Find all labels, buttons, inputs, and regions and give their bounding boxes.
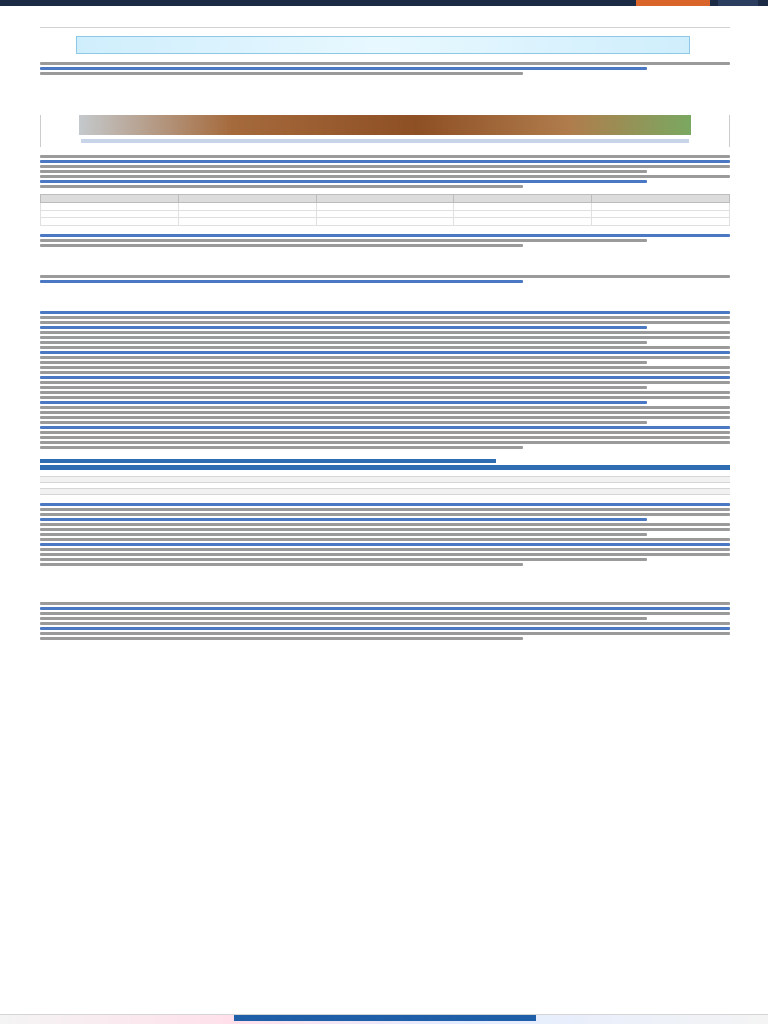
- ad-banner[interactable]: [0, 1014, 768, 1024]
- table-row: [41, 218, 730, 226]
- data-table: [40, 465, 730, 495]
- table-title-bar: [40, 459, 496, 463]
- article: [40, 8, 730, 1014]
- banner-figure: [76, 36, 690, 54]
- paragraph: [40, 503, 730, 566]
- article-photo: [79, 115, 691, 135]
- paragraph: [40, 602, 730, 640]
- table-header-row: [41, 195, 730, 203]
- photo-caption: [81, 139, 689, 143]
- page-title: [40, 8, 730, 28]
- paragraph: [40, 62, 730, 75]
- paragraph: [40, 311, 730, 449]
- data-table: [40, 194, 730, 226]
- paragraph: [40, 275, 730, 283]
- table-row: [40, 488, 730, 494]
- paragraph: [40, 234, 730, 247]
- paragraph: [40, 155, 730, 188]
- top-action-button[interactable]: [636, 0, 710, 6]
- table-row: [41, 202, 730, 210]
- ad-button[interactable]: [234, 1015, 536, 1021]
- menu-icon[interactable]: [718, 0, 758, 6]
- top-navigation-bar: [0, 0, 768, 6]
- photo-figure: [40, 115, 730, 147]
- table-row: [41, 210, 730, 218]
